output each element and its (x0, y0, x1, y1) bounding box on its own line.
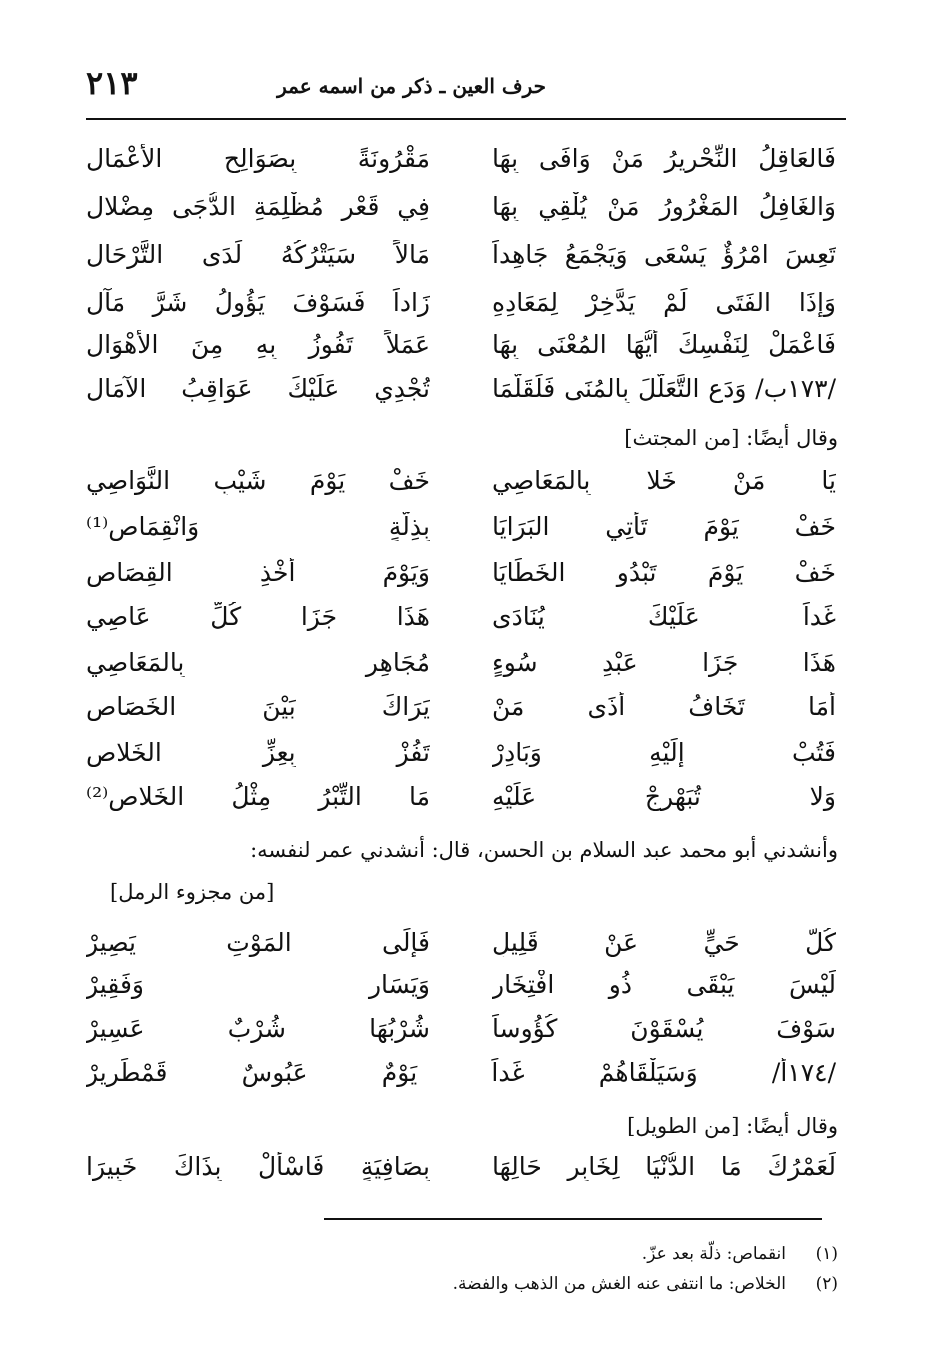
verse-line (86, 684, 836, 734)
verse-first-hemistich: خَفْ يَوْمَ تَأْتِي البَرَايَا (492, 512, 836, 541)
verse-line (86, 1006, 836, 1056)
verse-line (86, 550, 836, 600)
verse-second-hemistich: شُرْبُهَا شُرْبٌ عَسِيرْ (86, 1014, 430, 1043)
verse-second-hemistich: مَا التِّبْرُ مِثْلُ الخَلاصِ⁽²⁾ (86, 782, 430, 811)
verse-line (86, 322, 836, 372)
verse-second-hemistich: مَقْرُونَةً بِصَوَالِحِ الأَعْمَالِ (86, 144, 430, 173)
verse-second-hemistich: بِذِلَّةٍ وَانْقِمَاصِ⁽¹⁾ (86, 512, 430, 541)
verse-second-hemistich: فِي قَعْرِ مُظْلِمَةِ الدُّجَى مِضْلالِ (86, 192, 430, 221)
running-title: حرف العين ـ ذكر من اسمه عمر (277, 74, 546, 98)
verse-second-hemistich: وَيَسَارٍ وَفَقِيرْ (86, 970, 430, 999)
footnote-number: (٢) (815, 1274, 838, 1294)
verse-second-hemistich: يَرَاكَ بَيْنَ الخَصَاصِ (86, 692, 430, 721)
footnote (118, 1274, 838, 1294)
verse-full-line: /١٧٤أ/ وَسَيَلْقَاهُمْ غَداً يَوْمٌ عَبُوسٌ قَمْطَرِيرْ (86, 1058, 836, 1087)
verse-second-hemistich: فَإِلَى المَوْتِ يَصِيرْ (86, 928, 430, 957)
footnote-text: الخلاص: ما انتفى عنه الغش من الذهب والفضة. (452, 1274, 786, 1294)
verse-second-hemistich: مَالاً سَيَتْرُكُهُ لَدَى التَّرْحَالِ (86, 240, 430, 269)
verse-line (86, 136, 836, 186)
verse-second-hemistich: عَمَلاً تَفُوزُ بِهِ مِنَ الأَهْوَالِ (86, 330, 430, 359)
verse-first-hemistich: لَعَمْرُكَ مَا الدُّنْيَا لِخَابِرِ حَالِهَا (492, 1152, 836, 1181)
verse-first-hemistich: سَوْفَ يُسْقَوْنَ كُؤُوساً (492, 1014, 836, 1043)
verse-first-hemistich: فَاعْمَلْ لِنَفْسِكَ أَيُّهَا المُعْنَى بِهَا (492, 330, 836, 359)
verse-second-hemistich: تَفُزْ بِعِزِّ الخَلاصِ (86, 738, 430, 767)
verse-first-hemistich: فَالعَاقِلُ النِّحْرِيرُ مَنْ وَافَى بِهَا (492, 144, 836, 173)
verse-first-hemistich: فَتُبْ إِلَيْهِ وَبَادِرْ (492, 738, 836, 767)
verse-line (86, 504, 836, 554)
verse-line (86, 1144, 836, 1194)
verse-second-hemistich: خَفْ يَوْمَ شَيْبِ النَّوَاصِي (86, 466, 430, 495)
verse-first-hemistich: كُلُّ حَيٍّ عَنْ قَلِيلٍ (492, 928, 836, 957)
verse-first-hemistich: وَلا تُبَهْرِجْ عَلَيْهِ (492, 782, 836, 811)
verse-second-hemistich: بِصَافِيَةٍ فَاسْأَلْ بِذَاكَ خَبِيرَا (86, 1152, 430, 1181)
verse-line (86, 640, 836, 690)
footnote-rule (324, 1218, 822, 1220)
verse-second-hemistich: مُجَاهِرٍ بِالمَعَاصِي (86, 648, 430, 677)
verse-first-hemistich: يَا مَنْ خَلا بِالمَعَاصِي (492, 466, 836, 495)
poem-intro: وقال أيضًا: [من الطويل] (627, 1114, 838, 1138)
verse-line (86, 774, 836, 824)
verse-second-hemistich: زَاداً فَسَوْفَ يَؤُولُ شَرَّ مَآلِ (86, 288, 430, 317)
verse-line (86, 458, 836, 508)
footnote (118, 1244, 838, 1264)
verse-first-hemistich: وَإِذَا الفَتَى لَمْ يَدَّخِرْ لِمَعَادِهِ (492, 288, 836, 317)
page-number: ٢١٣ (86, 64, 138, 102)
verse-second-hemistich: هَذَا جَزَا كُلِّ عَاصِي (86, 602, 430, 631)
verse-line (86, 730, 836, 780)
meter-label: [من مجزوء الرمل] (110, 880, 275, 904)
verse-line (86, 594, 836, 644)
verse-line-full (86, 1050, 836, 1100)
verse-line (86, 184, 836, 234)
verse-first-hemistich: خَفْ يَوْمَ تَبْدُو الخَطَايَا (492, 558, 836, 587)
header-rule (86, 118, 846, 120)
verse-line (86, 366, 836, 416)
footnote-text: انقماص: ذلّة بعد عزّ. (641, 1244, 786, 1264)
verse-first-hemistich: لَيْسَ يَبْقَى ذُو افْتِخَارٍ (492, 970, 836, 999)
verse-first-hemistich: /١٧٣ب/ وَدَعِ التَّعَلُّلَ بِالمُنَى فَلَقَلَّمَا (492, 374, 836, 403)
footnote-number: (١) (815, 1244, 838, 1264)
poem-intro: وقال أيضًا: [من المجتث] (624, 426, 838, 450)
verse-second-hemistich: تُجْدِي عَلَيْكَ عَوَاقِبُ الآمَالِ (86, 374, 430, 403)
verse-first-hemistich: أَمَا تَخَافُ أَذَى مَنْ (492, 692, 836, 721)
verse-first-hemistich: تَعِسَ امْرُؤٌ يَسْعَى وَيَجْمَعُ جَاهِداً (492, 240, 836, 269)
verse-line (86, 232, 836, 282)
verse-second-hemistich: وَيَوْمَ أَخْذِ القِصَاصِ (86, 558, 430, 587)
verse-first-hemistich: غَداً عَلَيْكَ يُنَادَى (492, 602, 836, 631)
verse-line (86, 962, 836, 1012)
poem-intro: وأنشدني أبو محمد عبد السلام بن الحسن، قال: أنشدني عمر لنفسه: (250, 838, 838, 862)
verse-first-hemistich: هَذَا جَزَا عَبْدِ سُوءٍ (492, 648, 836, 677)
verse-first-hemistich: وَالغَافِلُ المَغْرُورُ مَنْ يُلْقِي بِهَا (492, 192, 836, 221)
